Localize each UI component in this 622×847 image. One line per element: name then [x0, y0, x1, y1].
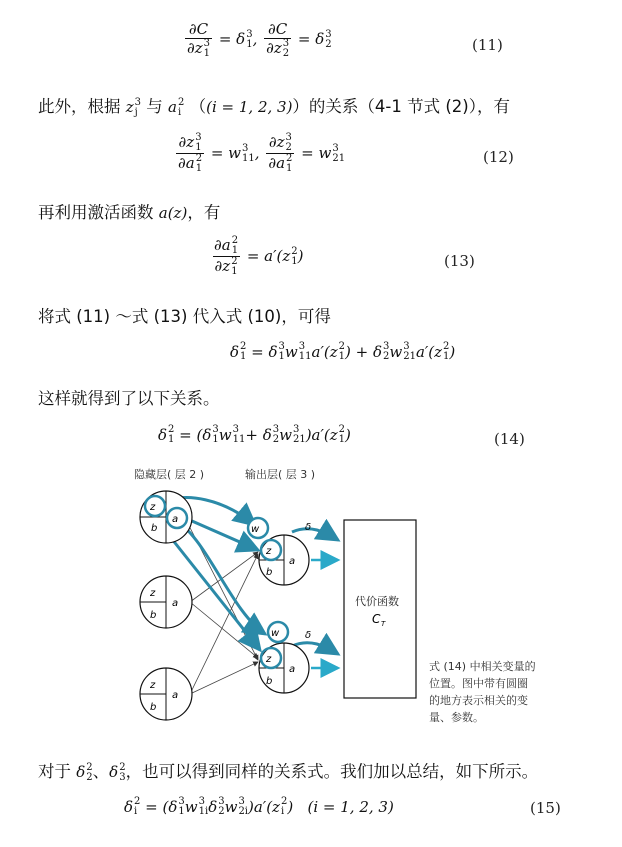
equation-unnumbered: δ 2 1 = δ 3 1 w 3 11 a′(z 2 1 ) + δ 3 2 w 3 21 a′(z 2 1 ): [230, 341, 456, 362]
svg-text:T: T: [381, 620, 386, 628]
svg-text:b: b: [151, 523, 158, 534]
svg-text:z: z: [150, 680, 156, 691]
svg-text:a: a: [289, 664, 296, 675]
hidden-layer-label: 隐藏层( 层 2 ): [134, 468, 205, 481]
output-neuron-2: [259, 622, 311, 693]
svg-text:z: z: [266, 546, 272, 557]
svg-text:a: a: [289, 556, 296, 567]
cost-function-label: 代价函数: [355, 595, 399, 608]
svg-text:式 (14) 中相关变量的: 式 (14) 中相关变量的: [429, 660, 536, 673]
equation-12: ∂z 3 1 ∂a 2 1 = w 3 11 , ∂z 3 2 ∂a 2 1 = w 3 21: [178, 132, 346, 174]
equation-number: (11): [472, 36, 503, 54]
svg-text:位置。图中带有圆圈: 位置。图中带有圆圈: [429, 677, 528, 690]
figure-caption: [429, 659, 536, 724]
svg-text:b: b: [266, 567, 273, 578]
paragraph-result: 这样就得到了以下关系。: [38, 389, 220, 408]
svg-text:w: w: [251, 524, 260, 535]
hidden-neuron-2: [140, 576, 192, 628]
equation-number: (12): [483, 148, 514, 166]
hidden-neuron-3: [140, 668, 192, 720]
svg-text:b: b: [266, 676, 273, 687]
svg-text:的地方表示相关的变: 的地方表示相关的变: [429, 694, 528, 707]
equation-number: (13): [444, 252, 475, 270]
equation-13: ∂a 2 1 ∂z 2 1 = a′(z 2 1 ): [214, 235, 304, 277]
paragraph-activation: 再利用激活函数 a(z)，有: [38, 203, 221, 222]
svg-text:z: z: [150, 588, 156, 599]
svg-text:C: C: [372, 612, 381, 626]
equation-15: δ 2 i = (δ 3 1 w 3 1i δ 3 2 w 3 2i )a′(z 2 i ) (i = 1, 2, 3): [124, 796, 394, 817]
output-layer-label: 输出层( 层 3 ): [245, 468, 316, 481]
paragraph-summary: 对于 δ 2 2 、δ 2 3 ，也可以得到同样的关系式。我们加以总结，如下所示。: [38, 762, 539, 783]
equation-14: δ 2 1 = (δ 3 1 w 3 11 + δ 3 2 w 3 21 )a′(z 2 1 ): [158, 424, 351, 445]
svg-text:a: a: [172, 598, 179, 609]
svg-text:b: b: [150, 610, 157, 621]
svg-text:δ: δ: [305, 630, 312, 641]
equation-number: (14): [494, 430, 525, 448]
svg-text:b: b: [150, 702, 157, 713]
svg-text:z: z: [150, 502, 156, 513]
svg-text:δ: δ: [305, 522, 312, 533]
paragraph-substitute: 将式 (11) ～式 (13) 代入式 (10)，可得: [38, 307, 331, 326]
cost-function-box: [344, 520, 416, 698]
svg-text:z: z: [266, 654, 272, 665]
equation-number: (15): [530, 799, 561, 817]
svg-text:w: w: [271, 628, 280, 639]
hidden-neuron-1: [140, 491, 192, 543]
svg-text:量、参数。: 量、参数。: [429, 711, 484, 724]
equation-11: ∂C ∂z 3 1 = δ 3 1 , ∂C ∂z 3 2 = δ 3 2: [187, 20, 332, 59]
svg-text:a: a: [172, 690, 179, 701]
paragraph-relation: 此外，根据 z 3 j 与 a 2 i （(i = 1, 2, 3)）的关系（4-1 节式 (2)），有: [38, 97, 510, 118]
network-figure: [0, 462, 622, 742]
svg-text:a: a: [172, 514, 179, 525]
